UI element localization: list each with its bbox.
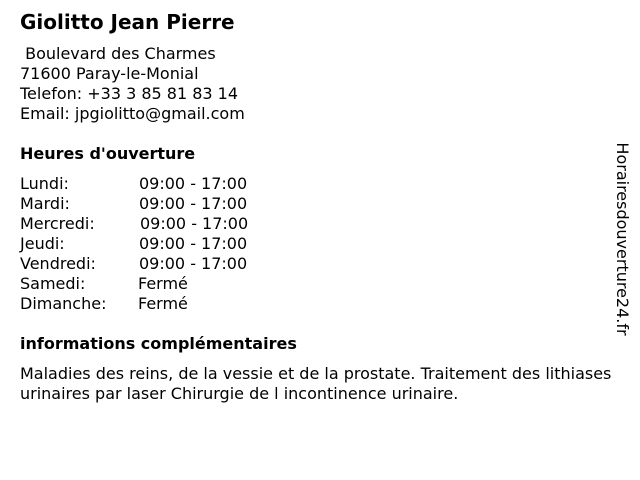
email-address: Email: jpgiolitto@gmail.com <box>20 104 245 123</box>
hours-day: Mercredi: <box>20 214 95 233</box>
hours-time: 09:00 - 17:00 <box>139 254 248 273</box>
hours-day: Samedi: <box>20 274 86 293</box>
hours-day: Vendredi: <box>20 254 96 273</box>
additional-info-title: informations complémentaires <box>20 334 297 353</box>
hours-time: 09:00 - 17:00 <box>139 194 248 213</box>
hours-day: Mardi: <box>20 194 70 213</box>
hours-day: Lundi: <box>20 174 69 193</box>
contact-block <box>20 44 245 124</box>
hours-day: Jeudi: <box>20 234 65 253</box>
hours-time: 09:00 - 17:00 <box>140 214 249 233</box>
hours-time: 09:00 - 17:00 <box>139 234 248 253</box>
page-title: Giolitto Jean Pierre <box>20 10 235 34</box>
opening-hours-title: Heures d'ouverture <box>20 144 196 163</box>
phone-number: Telefon: +33 3 85 81 83 14 <box>20 84 239 103</box>
hours-day: Dimanche: <box>20 294 107 313</box>
additional-info-text: Maladies des reins, de la vessie et de la prostate. Traitement des lithiases urinaires par laser Chirurgie de l incontinence urinaire. <box>20 364 612 403</box>
hours-time: Fermé <box>138 294 188 313</box>
hours-time: 09:00 - 17:00 <box>139 174 248 193</box>
hours-time: Fermé <box>138 274 188 293</box>
site-watermark: Horairesdouverture24.fr <box>613 142 632 336</box>
city-address: 71600 Paray-le-Monial <box>20 64 199 83</box>
street-address: Boulevard des Charmes <box>20 44 216 63</box>
